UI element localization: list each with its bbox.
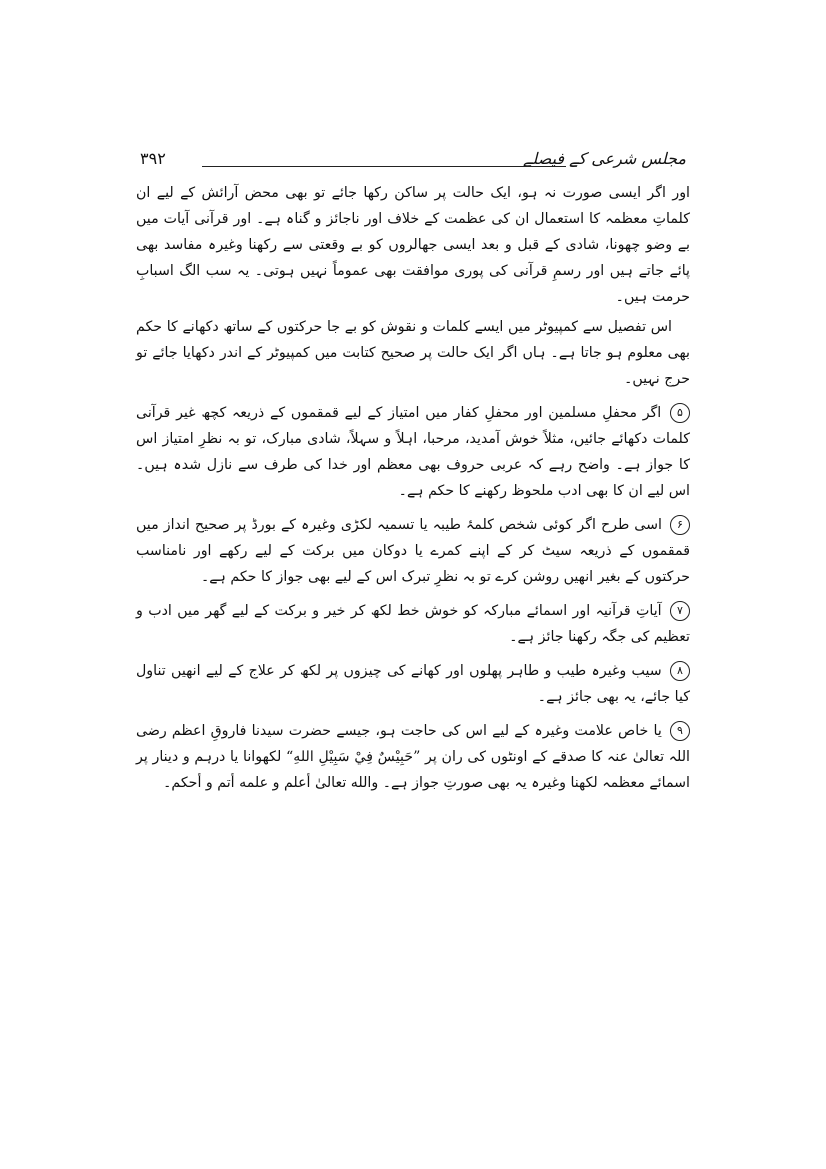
paragraph-text: لکھوانا یا درہم و دینار پر اسمائے معظمہ لکھنا وغیرہ یہ بھی صورتِ جواز ہے۔ والله تعالیٰ أعلم و علمه أتم و أحكم۔ bbox=[136, 749, 690, 791]
numbered-paragraph bbox=[136, 658, 690, 710]
paragraph-number-badge: ۷ bbox=[670, 601, 690, 621]
paragraph-number-badge: ۸ bbox=[670, 661, 690, 681]
paragraph-text: یا خاص علامت وغیرہ کے لیے اس کی حاجت ہو، جیسے حضرت سیدنا فاروقِ اعظم رضی اللہ تعالیٰ عنہ کا صدقے کے اونٹوں کی ران پر bbox=[136, 723, 690, 765]
numbered-paragraph bbox=[136, 400, 690, 504]
body-text bbox=[136, 180, 690, 800]
paragraph bbox=[136, 314, 690, 392]
numbered-paragraph bbox=[136, 598, 690, 650]
arabic-quote: ”حَبِيْسٌ فِيْ سَبِيْلِ اللهِ“ bbox=[285, 749, 421, 765]
numbered-paragraph bbox=[136, 512, 690, 590]
paragraph-text: سیب وغیرہ طیب و طاہر پھلوں اور کھانے کی چیزوں پر لکھ کر علاج کے لیے انھیں تناول کیا جائے، یہ بھی جائز ہے۔ bbox=[136, 663, 690, 705]
paragraph-text: اور اگر ایسی صورت نہ ہو، ایک حالت پر ساکن رکھا جائے تو بھی محض آرائش کے لیے ان کلماتِ معظمہ کا استعمال ان کی عظمت کے خلاف اور ناجائز و گناہ ہے۔ اور قرآنی آیات میں بے وضو چھونا، شادی کے قبل و بعد ایسی جھالروں کو بے وقعتی سے رکھنا وغیرہ مفاسد بھی پائے جاتے ہیں اور رسمِ قرآنی کی پوری موافقت بھی عموماً نہیں ہوتی۔ یہ سب الگ اسبابِ حرمت ہیں۔ bbox=[136, 185, 690, 305]
paragraph-number-badge: ۶ bbox=[670, 515, 690, 535]
running-header bbox=[140, 148, 686, 174]
paragraph-text: اس تفصیل سے کمپیوٹر میں ایسے کلمات و نقوش کو بے جا حرکتوں کے ساتھ دکھانے کا حکم بھی معلوم ہو جاتا ہے۔ ہاں اگر ایک حالت پر صحیح کتابت میں کمپیوٹر کے اندر دکھایا جائے تو حرج نہیں۔ bbox=[136, 319, 690, 387]
numbered-paragraph bbox=[136, 718, 690, 796]
paragraph-text: اگر محفلِ مسلمین اور محفلِ کفار میں امتیاز کے لیے قمقموں کے ذریعہ کچھ غیر قرآنی کلمات دکھائے جائیں، مثلاً خوش آمدید، مرحبا، اہلاً و سہلاً، شادی مبارک، تو بہ نظرِ امتیاز اس کا جواز ہے۔ واضح رہے کہ عربی حروف بھی معظم اور خدا کی طرف سے نازل شدہ ہیں۔ اس لیے ان کا بھی ادب ملحوظ رکھنے کا حکم ہے۔ bbox=[136, 405, 690, 499]
paragraph-number-badge: ۹ bbox=[670, 721, 690, 741]
paragraph-text: اسی طرح اگر کوئی شخص کلمۂ طیبہ یا تسمیہ لکڑی وغیرہ کے بورڈ پر صحیح انداز میں قمقموں کے ذریعہ سیٹ کر کے اپنے کمرے یا دوکان میں برکت کے لیے رکھے اور نامناسب حرکتوں کے بغیر انھیں روشن کرے تو بہ نظرِ تبرک اس کے لیے بھی جواز کا حکم ہے۔ bbox=[136, 517, 690, 585]
header-rule bbox=[202, 166, 566, 167]
paragraph-text: آیاتِ قرآنیہ اور اسمائے مبارکہ کو خوش خط لکھ کر خیر و برکت کے لیے گھر میں ادب و تعظیم کی جگہ رکھنا جائز ہے۔ bbox=[136, 603, 690, 645]
header-title: مجلس شرعی کے فیصلے bbox=[523, 149, 686, 168]
paragraph-number-badge: ۵ bbox=[670, 403, 690, 423]
page-number: ۳۹۲ bbox=[140, 149, 166, 168]
paragraph bbox=[136, 180, 690, 310]
